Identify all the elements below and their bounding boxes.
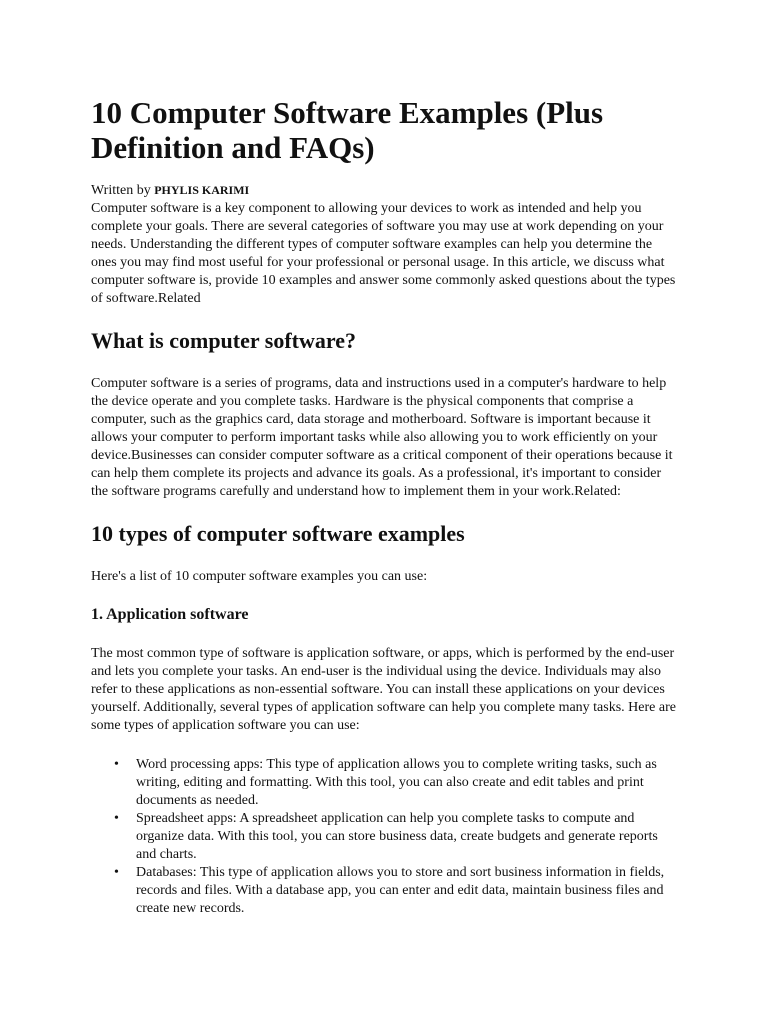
section-heading-software-types: 10 types of computer software examples: [91, 521, 465, 546]
list-item: [114, 864, 678, 918]
bullet-icon: •: [114, 865, 119, 880]
subsection-body-application-software: The most common type of software is application software, or apps, which is performed by the end-user and lets you complete your tasks. An end-user is the individual using the device. Individuals may also refer to these applications as non-essential software. You can install these applications on your devices yourself. Additionally, several types of application software can help you complete many tasks. Here are some types of application software you can use:: [91, 646, 676, 733]
byline-prefix: Written by: [91, 183, 155, 198]
article-title: 10 Computer Software Examples (Plus Definition and FAQs): [91, 95, 604, 165]
author-name: PHYLIS KARIMI: [154, 183, 250, 197]
byline: [91, 181, 678, 200]
section-heading-what-is-software: What is computer software?: [91, 328, 356, 353]
subsection-heading-application-software: 1. Application software: [91, 606, 249, 623]
intro-paragraph: Computer software is a key component to allowing your devices to work as intended and help you complete your goals. There are several categories of software you may use at work depending on your needs. Understanding the different types of computer software examples can help you determine the ones you may find most useful for your professional or personal usage. In this article, we discuss what computer software is, provide 10 examples and answer some commonly asked questions about the types of software.Related: [91, 201, 676, 306]
application-types-list: [91, 756, 678, 918]
list-item-text: Databases: This type of application allows you to store and sort business information in fields, records and files. With a database app, you can enter and edit data, maintain business files and create new records.: [136, 865, 665, 916]
section-body-software-types: Here's a list of 10 computer software examples you can use:: [91, 569, 428, 584]
section-body-what-is-software: Computer software is a series of programs, data and instructions used in a computer's hardware to help the device operate and you complete tasks. Hardware is the physical components that comprise a computer, such as the graphics card, data storage and motherboard. Software is important because it allows your computer to perform important tasks while also allowing you to work efficiently on your device.Businesses can consider computer software as a critical component of their operations because it can help them complete its projects and advance its goals. As a professional, it's important to consider the software programs carefully and understand how to implement them in your work.Related:: [91, 376, 673, 499]
list-item: [114, 810, 678, 864]
list-item-text: Spreadsheet apps: A spreadsheet application can help you complete tasks to compute and organize data. With this tool, you can store business data, create budgets and generate reports and charts.: [136, 811, 658, 862]
bullet-icon: •: [114, 757, 119, 772]
list-item-text: Word processing apps: This type of application allows you to complete writing tasks, such as writing, editing and formatting. With this tool, you can also create and edit tables and print documents as needed.: [136, 757, 657, 808]
list-item: [114, 756, 678, 810]
bullet-icon: •: [114, 811, 119, 826]
